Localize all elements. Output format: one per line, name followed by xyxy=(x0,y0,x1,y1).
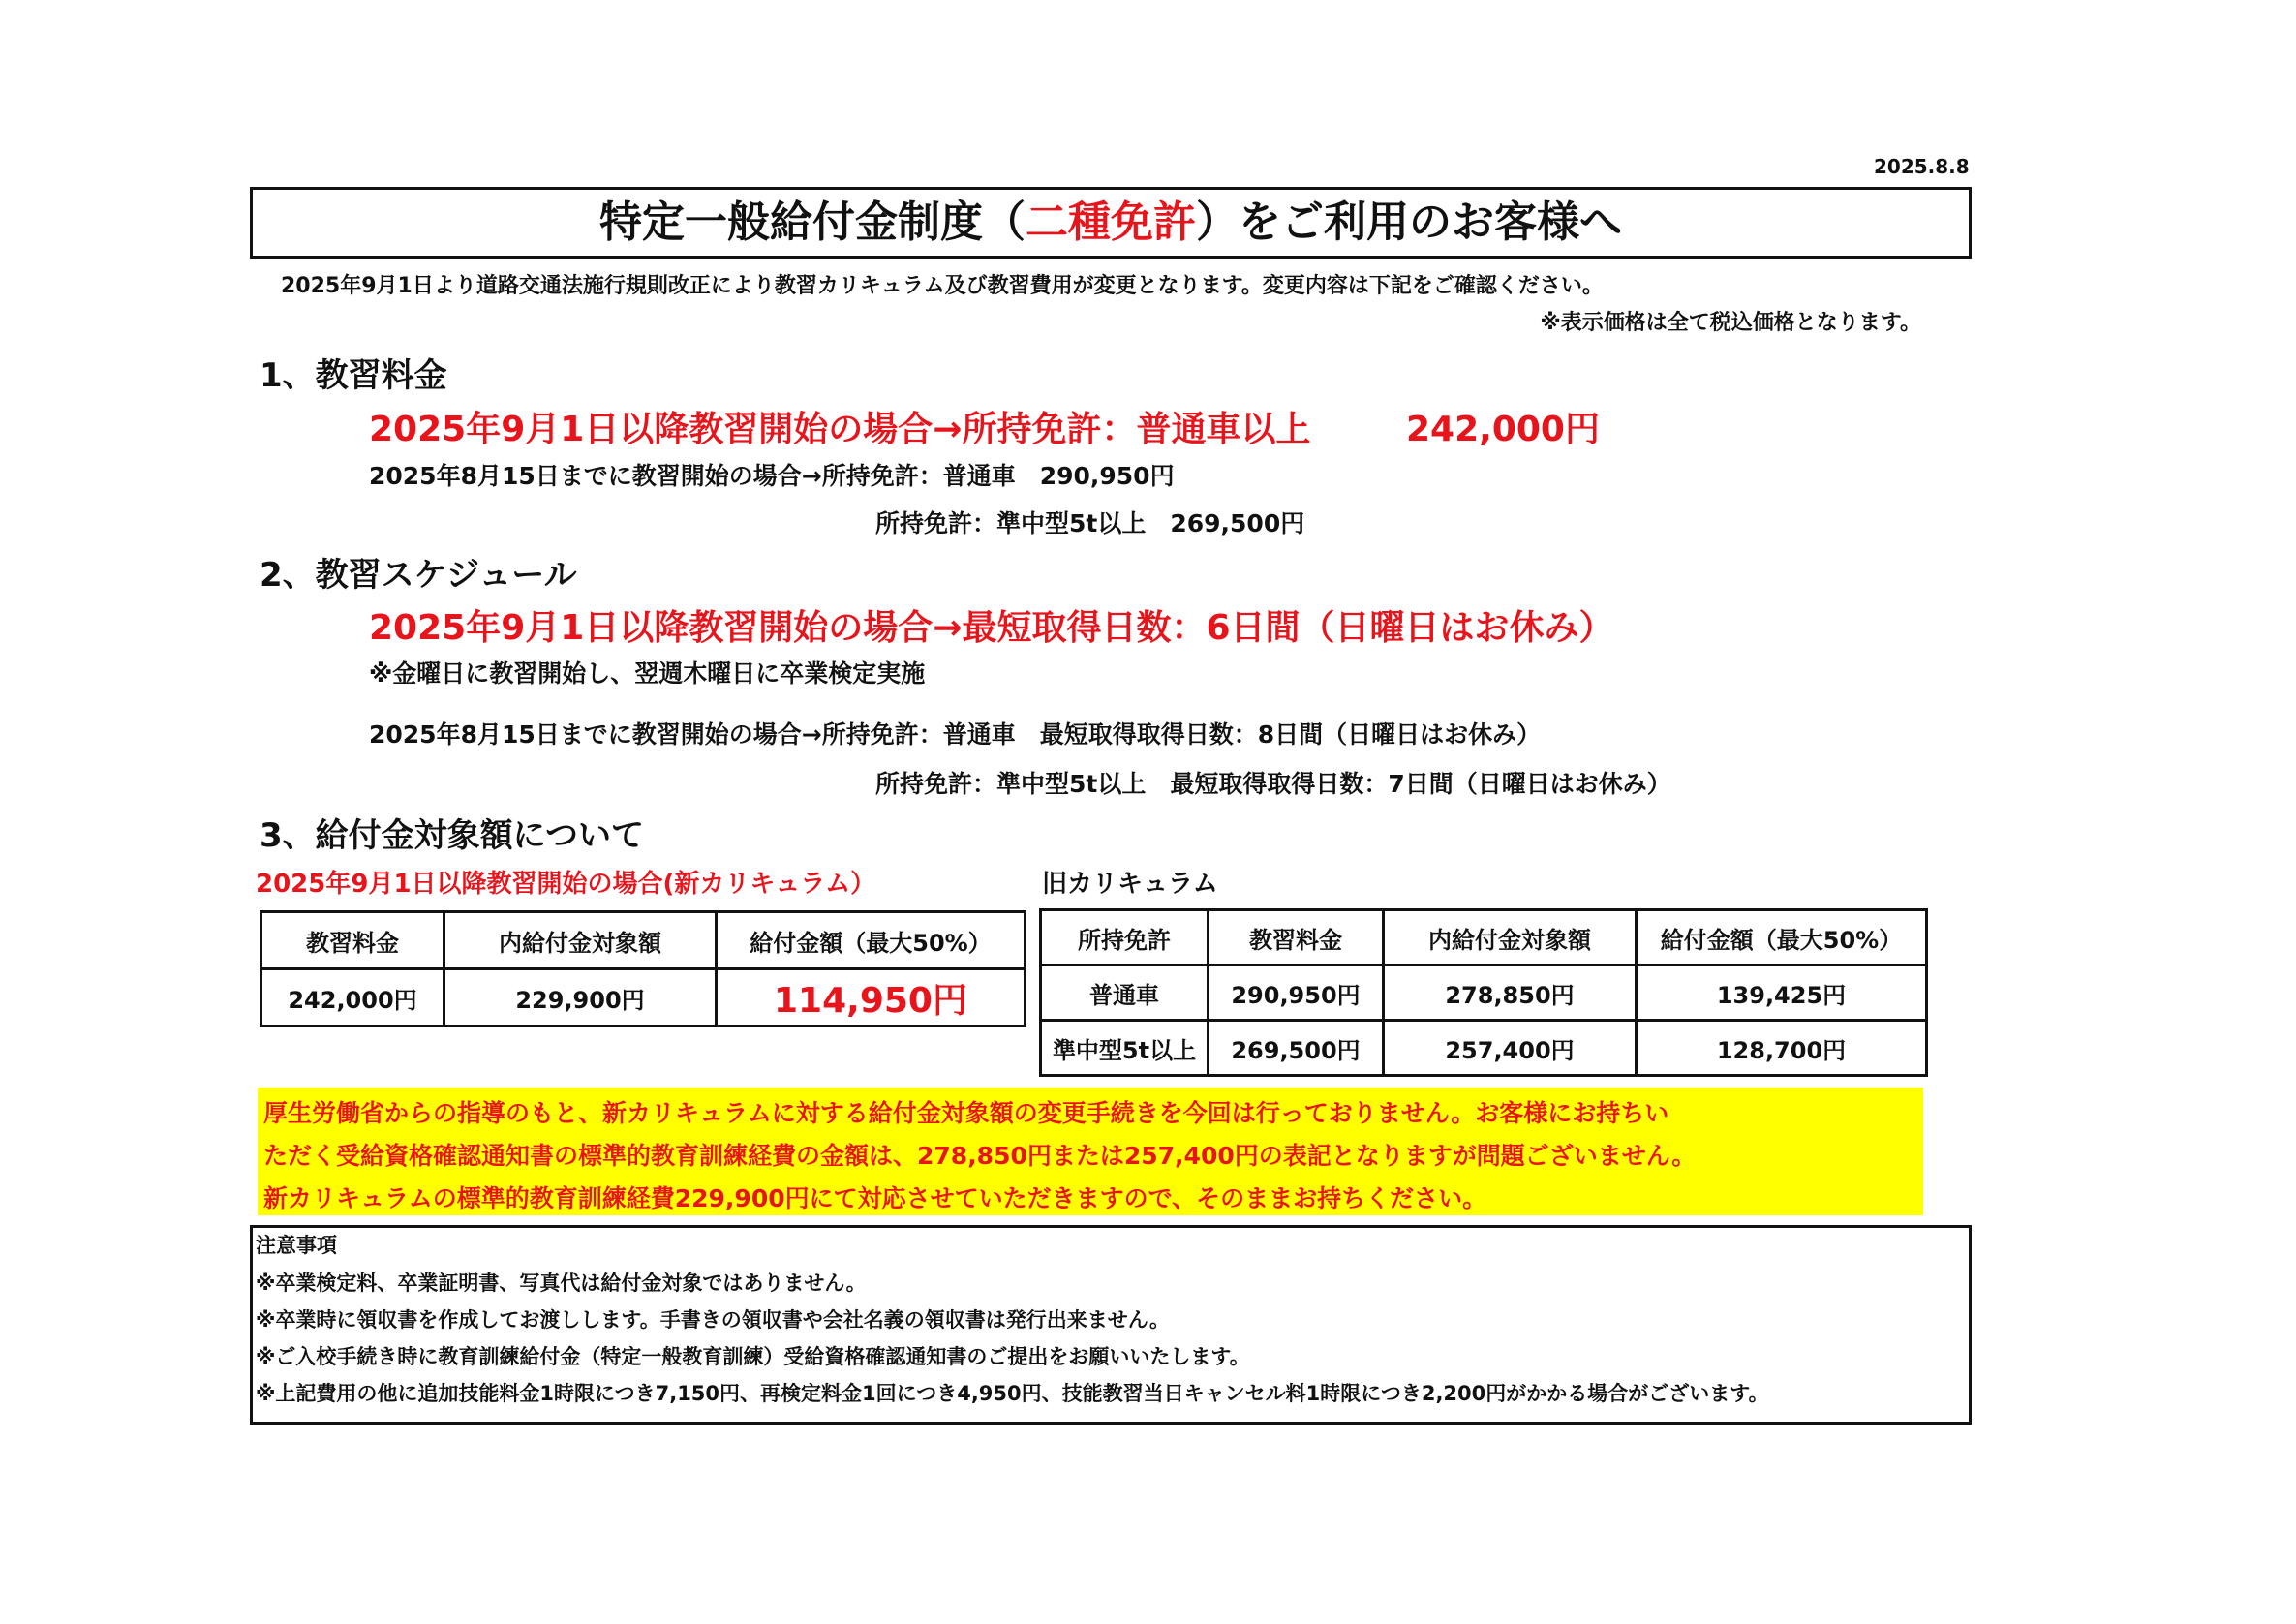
section2-old-line1: 2025年8月15日までに教習開始の場合→所持免許：普通車 最短取得取得日数：8日間（日曜日はお休み） xyxy=(369,720,1542,749)
section1-old-line1: 2025年8月15日までに教習開始の場合→所持免許：普通車 290,950円 xyxy=(369,462,1175,490)
notes-item: ※卒業時に領収書を作成してお渡しします。手書きの領収書や会社名義の領収書は発行出来ません。 xyxy=(256,1308,1170,1332)
notes-item: ※ご入校手続き時に教育訓練給付金（特定一般教育訓練）受給資格確認通知書のご提出をお願いいたします。 xyxy=(256,1345,1250,1368)
section1-new-price: 242,000円 xyxy=(1406,410,1600,449)
notes-item: ※上記費用の他に追加技能料金1時限につき7,150円、再検定料金1回につき4,950円、技能教習当日キャンセル料1時限につき2,200円がかかる場合がございます。 xyxy=(256,1382,1769,1405)
section2-note: ※金曜日に教習開始し、翌週木曜日に卒業検定実施 xyxy=(369,659,926,688)
notice-line-2: ただく受給資格確認通知書の標準的教育訓練経費の金額は、278,850円または257,400円の表記となりますが問題ございません。 xyxy=(263,1142,1697,1170)
old-curriculum-table xyxy=(1039,908,1928,1077)
table-row xyxy=(1041,965,1927,1021)
header-license: 所持免許 xyxy=(1041,910,1209,965)
header-eligible: 内給付金対象額 xyxy=(444,912,717,969)
notice-line-3: 新カリキュラムの標準的教育訓練経費229,900円にて対応させていただきますので、そのままお持ちください。 xyxy=(263,1184,1487,1212)
header-fee: 教習料金 xyxy=(261,912,444,969)
notes-item: ※卒業検定料、卒業証明書、写真代は給付金対象ではありません。 xyxy=(256,1272,867,1295)
section1-new-line: 2025年9月1日以降教習開始の場合→所持免許：普通車以上 xyxy=(369,410,1311,449)
intro-text: 2025年9月1日より道路交通法施行規則改正により教習カリキュラム及び教習費用が変更となります。変更内容は下記をご確認ください。 xyxy=(281,274,1604,298)
cell-fee: 290,950円 xyxy=(1209,965,1384,1021)
section1-old-line2: 所持免許：準中型5t以上 269,500円 xyxy=(875,509,1305,537)
section1-heading: 1、教習料金 xyxy=(260,356,447,395)
cell-eligible: 229,900円 xyxy=(444,969,717,1026)
cell-eligible: 257,400円 xyxy=(1384,1021,1637,1076)
old-curriculum-caption: 旧カリキュラム xyxy=(1042,870,1218,899)
header-benefit: 給付金額（最大50%） xyxy=(717,912,1026,969)
new-curriculum-caption: 2025年9月1日以降教習開始の場合(新カリキュラム） xyxy=(256,870,876,899)
cell-benefit: 128,700円 xyxy=(1637,1021,1927,1076)
cell-benefit: 139,425円 xyxy=(1637,965,1927,1021)
cell-fee: 242,000円 xyxy=(261,969,444,1026)
header-benefit: 給付金額（最大50%） xyxy=(1637,910,1927,965)
new-curriculum-table xyxy=(260,910,1026,1027)
section2-old-line2: 所持免許：準中型5t以上 最短取得取得日数：7日間（日曜日はお休み） xyxy=(875,770,1671,798)
section2-heading: 2、教習スケジュール xyxy=(260,556,577,595)
table-row xyxy=(1041,1021,1927,1076)
notice-line-1: 厚生労働省からの指導のもと、新カリキュラムに対する給付金対象額の変更手続きを今回は行っておりません。お客様にお持ちい xyxy=(263,1099,1669,1127)
cell-fee: 269,500円 xyxy=(1209,1021,1384,1076)
cell-license: 普通車 xyxy=(1041,965,1209,1021)
page-title xyxy=(250,187,1972,259)
notes-heading: 注意事項 xyxy=(256,1234,337,1257)
section2-new-line: 2025年9月1日以降教習開始の場合→最短取得日数：6日間（日曜日はお休み） xyxy=(369,608,1614,648)
header-eligible: 内給付金対象額 xyxy=(1384,910,1637,965)
cell-license: 準中型5t以上 xyxy=(1041,1021,1209,1076)
document-date: 2025.8.8 xyxy=(1874,155,1970,178)
title-part2: ）をご利用のお客様へ xyxy=(1196,198,1622,247)
header-fee: 教習料金 xyxy=(1209,910,1384,965)
title-part1: 特定一般給付金制度（ xyxy=(599,198,1026,247)
tax-note: ※表示価格は全て税込価格となります。 xyxy=(1540,311,1921,335)
cell-eligible: 278,850円 xyxy=(1384,965,1637,1021)
title-highlight: 二種免許 xyxy=(1026,198,1196,247)
cell-benefit: 114,950円 xyxy=(717,969,1026,1026)
section3-heading: 3、給付金対象額について xyxy=(260,816,644,855)
